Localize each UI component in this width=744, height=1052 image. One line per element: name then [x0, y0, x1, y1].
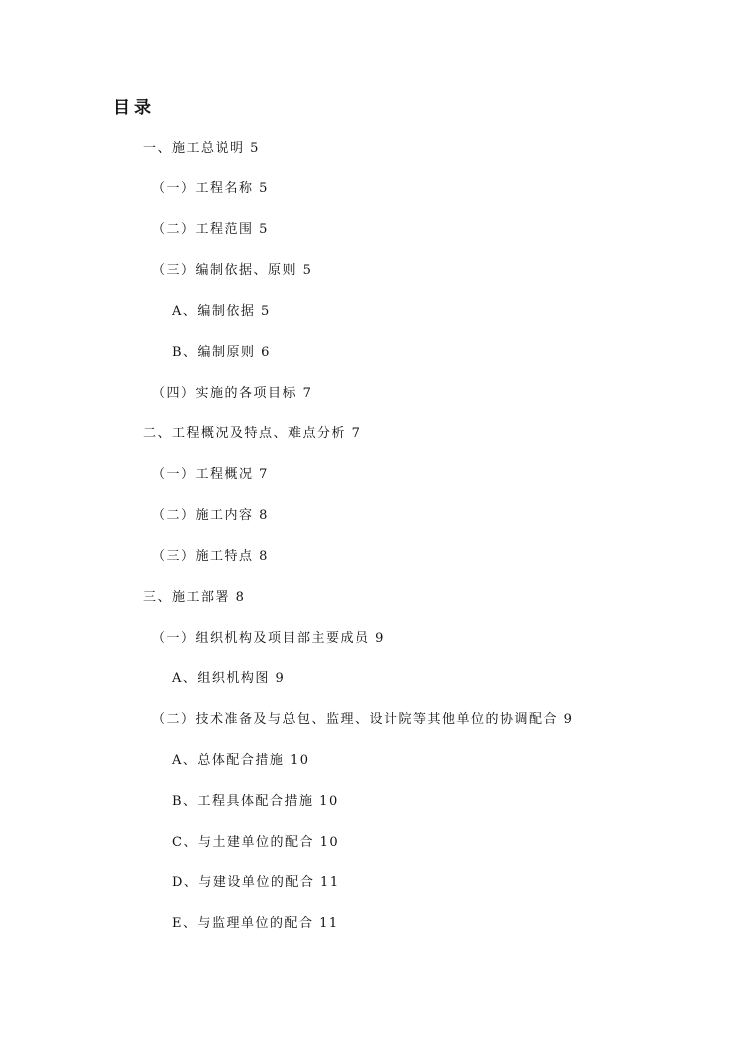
- toc-entry: （二）施工内容 8: [152, 508, 269, 523]
- toc-title: 目录: [113, 98, 155, 118]
- toc-entry: A、组织机构图 9: [172, 671, 286, 686]
- toc-entry: 三、施工部署 8: [143, 590, 246, 605]
- toc-entry: （一）工程名称 5: [152, 181, 269, 196]
- toc-entry: （二）技术准备及与总包、监理、设计院等其他单位的协调配合 9: [152, 712, 574, 727]
- toc-entry: （一）工程概况 7: [152, 467, 269, 482]
- toc-entry: （三）施工特点 8: [152, 549, 269, 564]
- toc-entry: B、编制原则 6: [172, 345, 271, 360]
- toc-entry: D、与建设单位的配合 11: [172, 875, 340, 890]
- toc-entry: 二、工程概况及特点、难点分析 7: [143, 426, 362, 441]
- toc-entry: （四）实施的各项目标 7: [152, 386, 313, 401]
- toc-entry: 一、施工总说明 5: [143, 141, 260, 156]
- toc-entry: （二）工程范围 5: [152, 222, 269, 237]
- toc-entry: A、编制依据 5: [172, 304, 271, 319]
- toc-entry: （一）组织机构及项目部主要成员 9: [152, 631, 385, 646]
- toc-entry: A、总体配合措施 10: [172, 753, 310, 768]
- toc-entry: C、与土建单位的配合 10: [172, 835, 340, 850]
- toc-entry: B、工程具体配合措施 10: [172, 794, 339, 809]
- toc-entry: （三）编制依据、原则 5: [152, 263, 313, 278]
- toc-entry: E、与监理单位的配合 11: [172, 916, 339, 931]
